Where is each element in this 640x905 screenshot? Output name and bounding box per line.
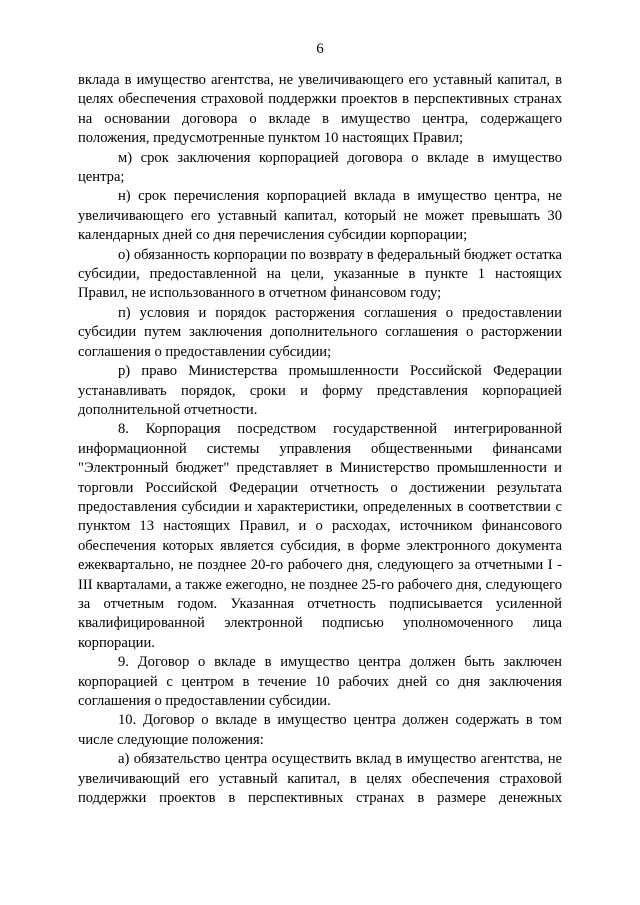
paragraph-item-m: м) срок заключения корпорацией договора о вкладе в имущество центра; [78, 149, 562, 186]
paragraph-item-n: н) срок перечисления корпорацией вклада в имущество центра, не увеличивающего его уставный капитал, который не может превышать 30 календарных дней со дня перечисления субсидии корпорации; [78, 188, 562, 244]
paragraph-clause-8: 8. Корпорация посредством государственной интегрированной информационной системы управления общественными финансами "Электронный бюджет" представляет в Министерство промышленности и торговли Российской Федерации отчетность о достижении результата предоставления субсидии и характеристики, определенных в соответствии с пунктом 13 настоящих Правил, и о расходах, источником финансового обеспечения которых является субсидия, в форме электронного документа ежеквартально, не позднее 20-го рабочего дня, следующего за отчетными I - III кварталами, а также ежегодно, не позднее 25-го рабочего дня, следующего за отчетным годом. Указанная отчетность подписывается усиленной квалифицированной электронной подписью уполномоченного лица корпорации. [78, 421, 562, 651]
page-number: 6 [316, 41, 324, 57]
paragraph-item-a: а) обязательство центра осуществить вклад в имущество агентства, не увеличивающий его уставный капитал, в целях обеспечения страховой поддержки проектов в перспективных странах в размере денежных [78, 751, 562, 807]
paragraph-continuation: вклада в имущество агентства, не увеличивающего его уставный капитал, в целях обеспечения страховой поддержки проектов в перспективных странах на основании договора о вкладе в имущество центра, содержащего положения, предусмотренные пунктом 10 настоящих Правил; [78, 72, 562, 147]
paragraph-clause-9: 9. Договор о вкладе в имущество центра должен быть заключен корпорацией с центром в течение 10 рабочих дней со дня заключения соглашения о предоставлении субсидии. [78, 654, 562, 709]
paragraph-clause-10: 10. Договор о вкладе в имущество центра должен содержать в том числе следующие положения: [78, 712, 562, 748]
document-body [78, 71, 562, 808]
paragraph-item-o: о) обязанность корпорации по возврату в федеральный бюджет остатка субсидии, предоставленной на цели, указанные в пункте 1 настоящих Правил, не использованного в отчетном финансовом году; [78, 246, 562, 302]
paragraph-item-p: п) условия и порядок расторжения соглашения о предоставлении субсидии путем заключения дополнительного соглашения о расторжении соглашения о предоставлении субсидии; [78, 304, 562, 360]
paragraph-item-r: р) право Министерства промышленности Российской Федерации устанавливать порядок, сроки и форму представления корпорацией дополнительной отчетности. [78, 363, 562, 418]
